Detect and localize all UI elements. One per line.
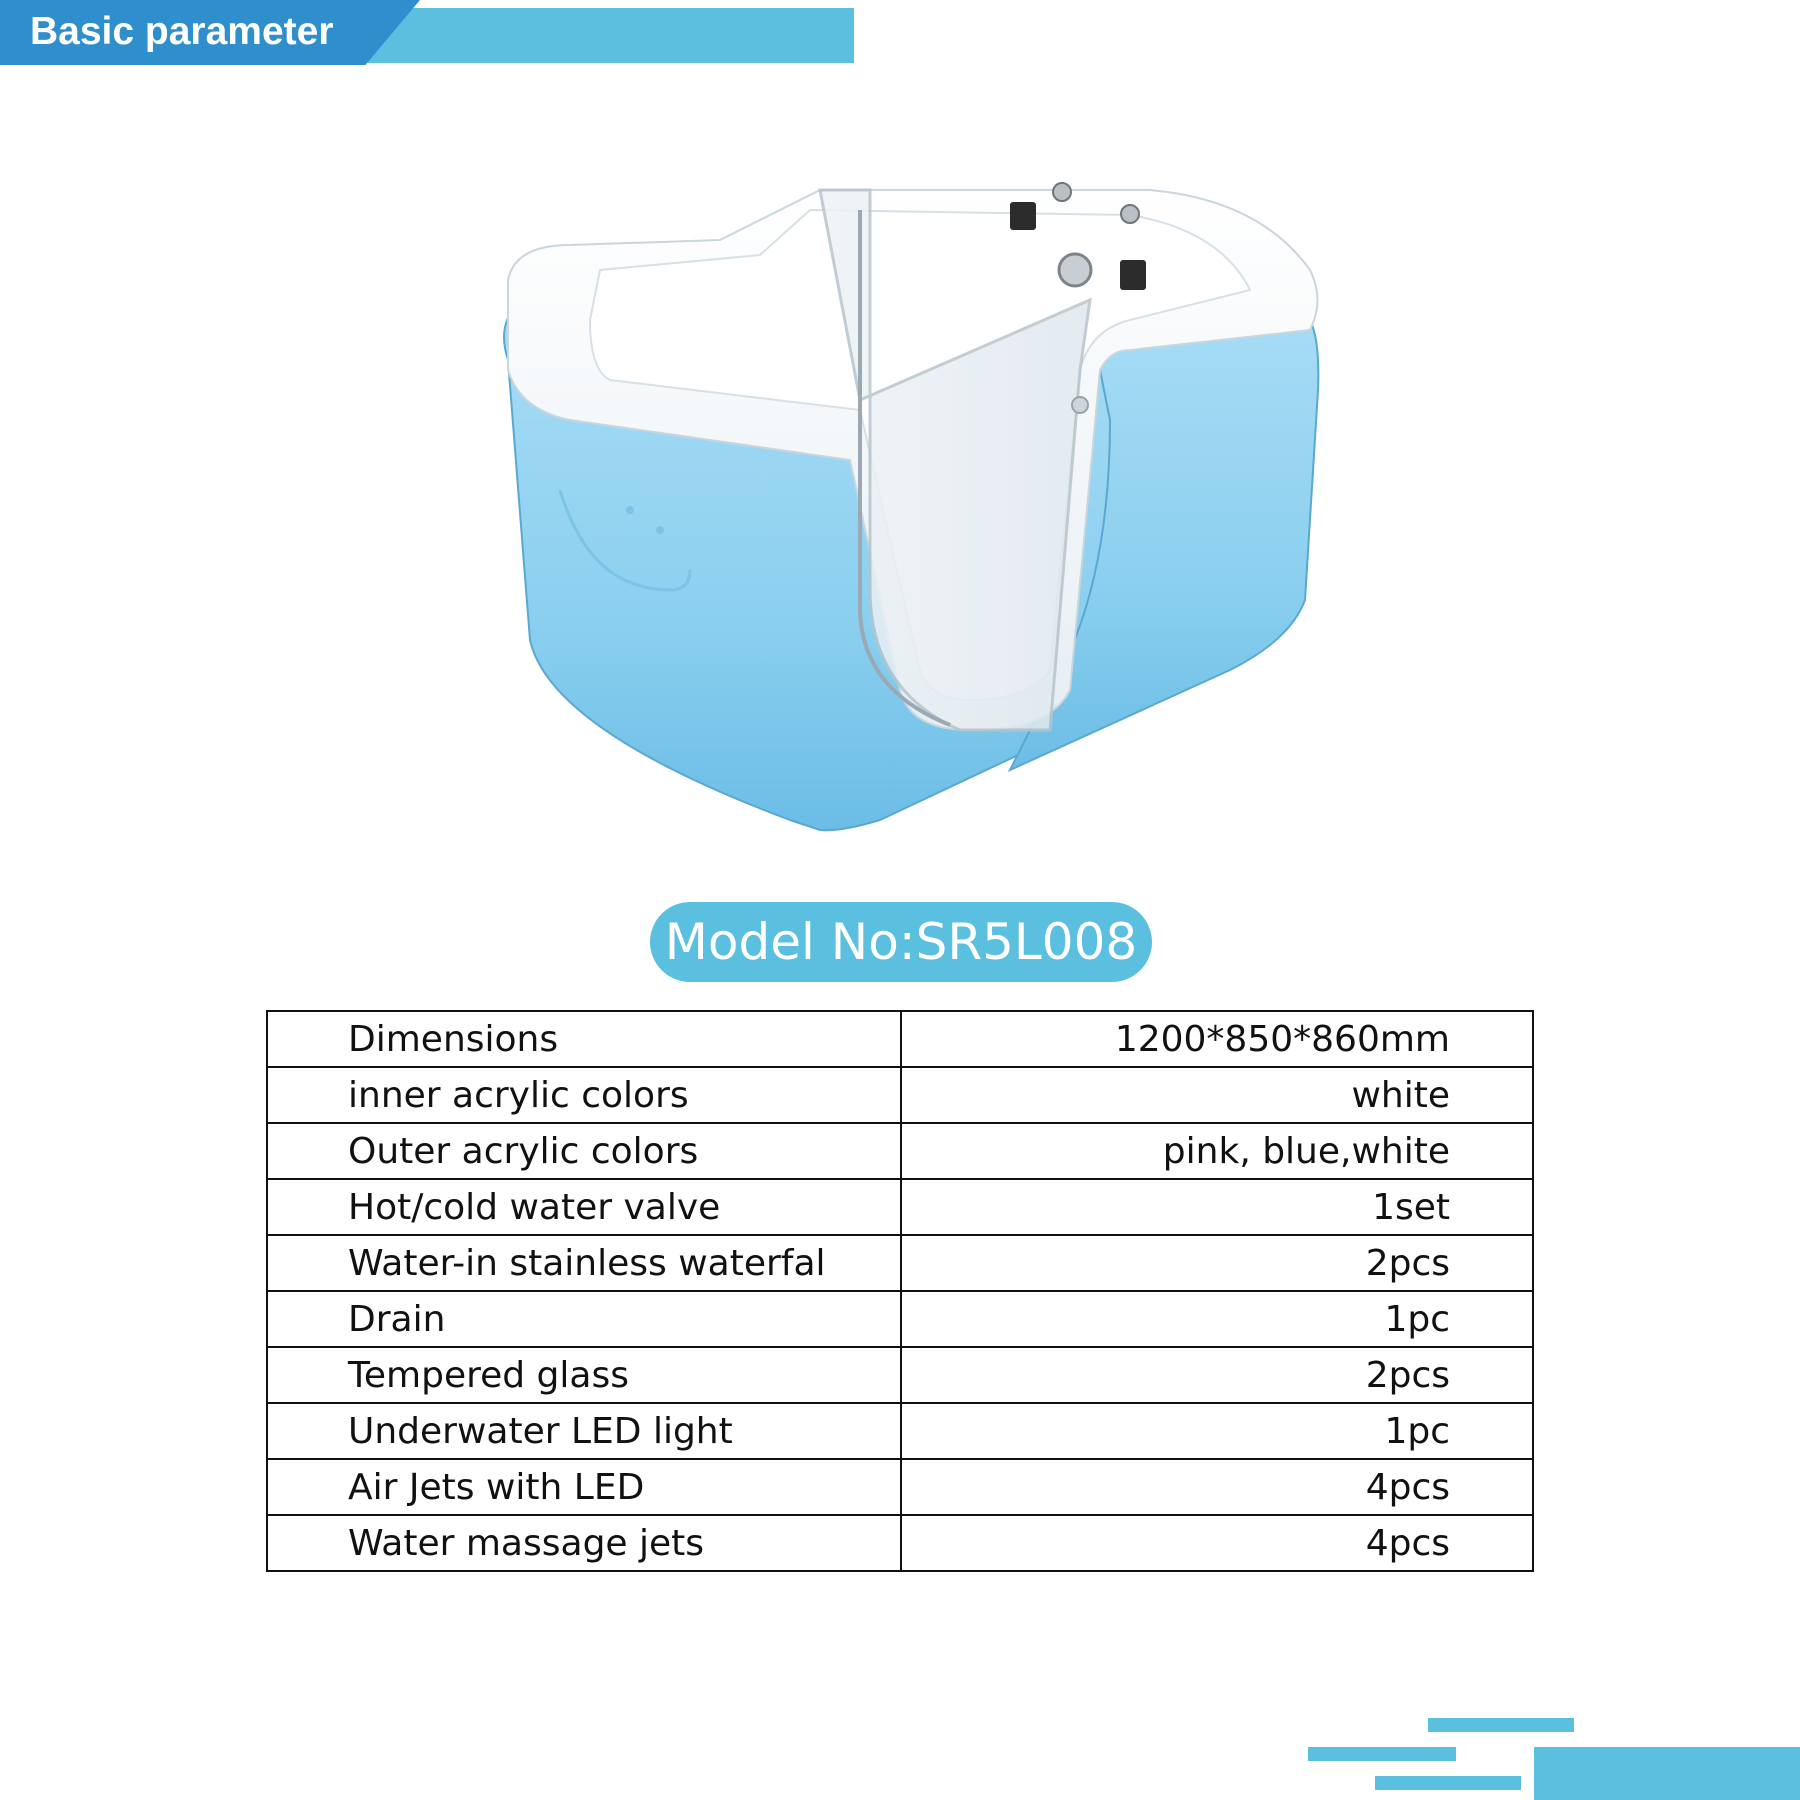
spec-name: Water-in stainless waterfal [267,1235,901,1291]
spec-value: 1pc [901,1403,1533,1459]
valve-knob [1059,254,1091,286]
drain-jet [1072,397,1088,413]
spec-value: 1200*850*860mm [901,1011,1533,1067]
spec-name: Tempered glass [267,1347,901,1403]
table-row [267,1123,1533,1179]
spec-name: Drain [267,1291,901,1347]
table-row [267,1291,1533,1347]
spec-value: 2pcs [901,1235,1533,1291]
spec-name: Water massage jets [267,1515,901,1571]
table-row [267,1235,1533,1291]
table-row [267,1179,1533,1235]
valve-top-right [1121,205,1139,223]
table-row [267,1347,1533,1403]
page-title: Basic parameter [30,10,334,53]
decorative-bar [1428,1718,1574,1732]
spec-name: Hot/cold water valve [267,1179,901,1235]
spec-value: 1pc [901,1291,1533,1347]
spec-value: pink, blue,white [901,1123,1533,1179]
decorative-bar [1375,1776,1521,1790]
header-banner-stripe [360,8,854,63]
spec-name: Dimensions [267,1011,901,1067]
spec-name: Outer acrylic colors [267,1123,901,1179]
spec-value: 4pcs [901,1515,1533,1571]
spec-value: white [901,1067,1533,1123]
table-row [267,1067,1533,1123]
spec-name: inner acrylic colors [267,1067,901,1123]
valve-top-left [1053,183,1071,201]
spec-value: 1set [901,1179,1533,1235]
faucet-right [1120,260,1146,290]
table-row [267,1459,1533,1515]
spec-value: 4pcs [901,1459,1533,1515]
spec-name: Underwater LED light [267,1403,901,1459]
model-number-badge: Model No:SR5L008 [650,902,1152,982]
table-row [267,1515,1533,1571]
table-row [267,1403,1533,1459]
spec-name: Air Jets with LED [267,1459,901,1515]
table-row [267,1011,1533,1067]
product-image [490,170,1330,850]
decorative-bar [1534,1747,1800,1800]
faucet-left [1010,202,1036,230]
decorative-bar [1308,1747,1456,1761]
spec-table [266,1010,1534,1572]
spec-value: 2pcs [901,1347,1533,1403]
